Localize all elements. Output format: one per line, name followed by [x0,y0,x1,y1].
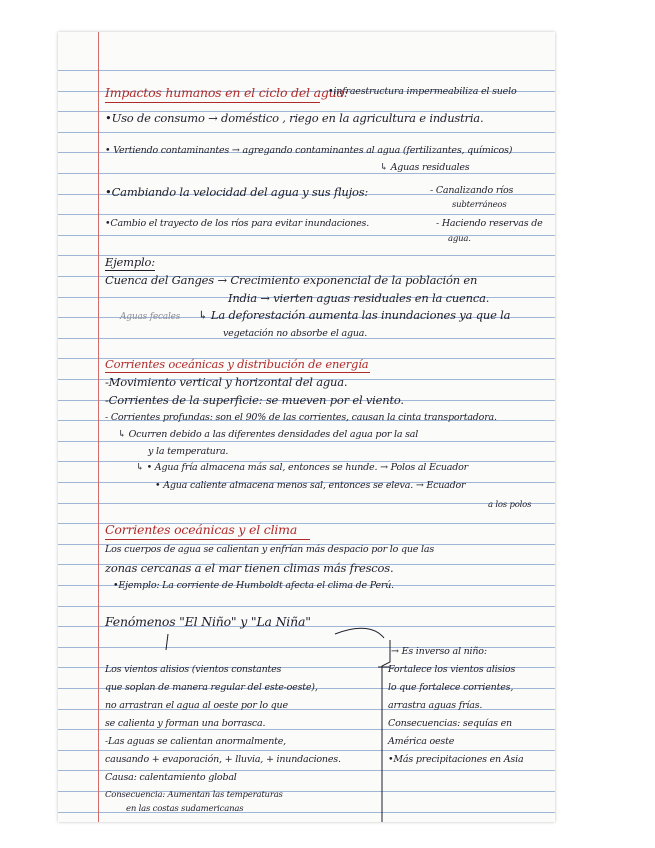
nino-left-line: Los vientos alisios (vientos constantes [105,664,282,675]
intro-line: •Cambio el trayecto de los ríos para evitar inundaciones. [105,218,370,229]
intro-note: agua. [448,234,471,244]
nino-right-line: Fortalece los vientos alisios [388,664,516,675]
nino-left-line: se calienta y forman una borrasca. [105,718,266,729]
currents-line: -Movimiento vertical y horizontal del agua. [105,375,348,389]
ruled-line [58,503,555,504]
intro-line: •Cambiando la velocidad del agua y sus flujos: [105,185,369,199]
currents-line: ↳ Ocurren debido a las diferentes densidades del agua por la sal [118,429,419,440]
currents-line: a los polos [488,500,532,510]
ruled-line [58,173,555,174]
example-line: Cuenca del Ganges → Crecimiento exponencial de la población en [105,273,478,287]
climate-line: zonas cercanas a el mar tienen climas más frescos. [105,561,394,575]
climate-heading: Corrientes oceánicas y el clima [105,522,298,537]
currents-heading: Corrientes oceánicas y distribución de energía [105,357,369,371]
ruled-line [58,70,555,71]
intro-note: - Haciendo reservas de [436,218,543,229]
nino-left-line: no arrastran el agua al oeste por lo que [105,700,288,711]
example-underline [105,270,155,271]
ruled-line [58,441,555,442]
ruled-line [58,606,555,607]
ruled-line [58,214,555,215]
title-underline [105,102,320,103]
example-line: ↳ La deforestación aumenta las inundaciones ya que la [198,308,511,322]
nino-left-line: Causa: calentamiento global [105,772,237,783]
currents-line: y la temperatura. [148,446,229,457]
climate-line: •Ejemplo: La corriente de Humboldt afecta el clima de Perú. [113,580,395,591]
climate-underline [105,539,310,540]
example-line: India → vierten aguas residuales en la cuenca. [228,291,490,305]
currents-line: • Agua caliente almacena menos sal, entonces se eleva. → Ecuador [155,480,466,491]
currents-line: - Corrientes profundas: son el 90% de las corrientes, causan la cinta transportadora. [105,412,497,423]
nino-right-line: Consecuencias: sequías en [388,718,512,729]
nino-left-line: -Las aguas se calientan anormalmente, [105,736,286,747]
example-heading: Ejemplo: [105,255,155,269]
currents-underline [105,372,370,373]
nino-left-line: Consecuencia: Aumentan las temperaturas [105,790,283,800]
ruled-line [58,235,555,236]
example-side-note: Aguas fecales [120,312,181,322]
nino-right-line: lo que fortalece corrientes, [388,682,514,693]
nino-heading: Fenómenos "El Niño" y "La Niña" [105,614,311,629]
nino-right-line: → Es inverso al niño: [391,646,487,657]
nino-right-line: arrastra aguas frías. [388,700,483,711]
intro-line: •Uso de consumo → doméstico , riego en la agricultura e industria. [105,111,484,125]
page-title: Impactos humanos en el ciclo del agua: [105,85,348,100]
example-line: vegetación no absorbe el agua. [223,328,368,339]
intro-note: ↳ Aguas residuales [380,162,470,173]
nino-right-line: •Más precipitaciones en Asia [388,754,524,765]
currents-line: ↳ • Agua fría almacena más sal, entonces se hunde. → Polos al Ecuador [136,462,468,473]
nino-right-line: América oeste [388,736,455,747]
notebook-page [58,32,555,822]
intro-note: subterráneos [452,200,507,210]
climate-line: Los cuerpos de agua se calientan y enfrían más despacio por lo que las [105,544,435,555]
ruled-line [58,132,555,133]
intro-line: • Vertiendo contaminantes → agregando contaminantes al agua (fertilizantes, químicos) [105,145,513,156]
title-note: •infraestructura impermeabiliza el suelo [328,86,517,97]
nino-left-line: causando + evaporación, + lluvia, + inundaciones. [105,754,341,765]
nino-left-line: que soplan de manera regular del este-oeste), [105,682,318,693]
currents-line: -Corrientes de la superficie: se mueven por el viento. [105,393,404,407]
intro-note: - Canalizando ríos [430,185,514,196]
nino-left-line: en las costas sudamericanas [126,804,244,814]
